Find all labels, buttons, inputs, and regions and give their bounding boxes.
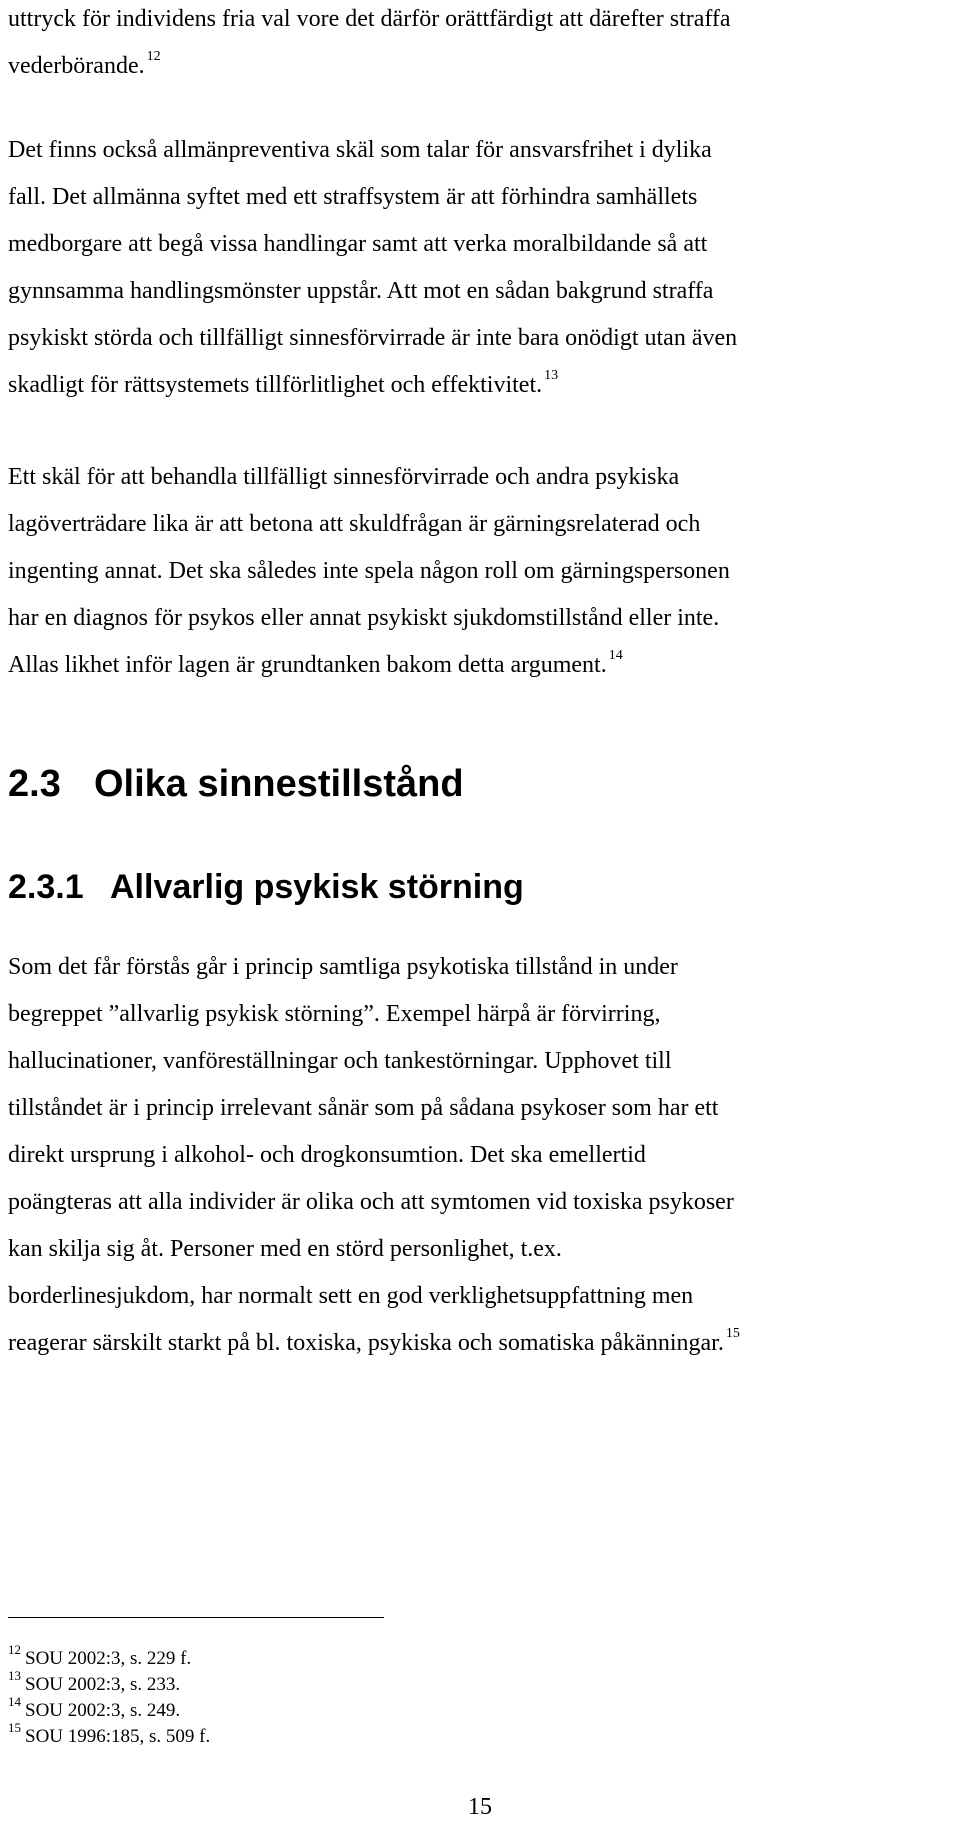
footnote-item	[8, 1719, 211, 1750]
paragraph-line: lagöverträdare lika är att betona att skuldfrågan är gärningsrelaterad och	[8, 511, 701, 537]
section-number: 2.3.1	[8, 868, 84, 906]
paragraph-line: Det finns också allmänpreventiva skäl som talar för ansvarsfrihet i dylika	[8, 137, 712, 163]
footnote-text: SOU 1996:185, s. 509 f.	[25, 1726, 211, 1747]
section-number: 2.3	[8, 763, 61, 805]
paragraph-line: medborgare att begå vissa handlingar samt att verka moralbildande så att	[8, 231, 708, 257]
paragraph-line: har en diagnos för psykos eller annat psykiskt sjukdomstillstånd eller inte.	[8, 605, 720, 631]
paragraph-line: tillståndet är i princip irrelevant sånär som på sådana psykoser som har ett	[8, 1095, 719, 1121]
paragraph-line: ingenting annat. Det ska således inte spela någon roll om gärningspersonen	[8, 558, 730, 584]
paragraph-line: Allas likhet inför lagen är grundtanken bakom detta argument. $^{14}$	[8, 648, 623, 678]
footnotes	[8, 1641, 211, 1750]
footnote-text: SOU 2002:3, s. 233.	[25, 1674, 181, 1695]
paragraph-line: Ett skäl för att behandla tillfälligt sinnesförvirrade och andra psykiska	[8, 464, 680, 490]
footnote-ref-15: 15	[725, 1326, 740, 1341]
footnote-text: SOU 2002:3, s. 249.	[25, 1700, 181, 1721]
paragraph-line: poängteras att alla individer är olika och att symtomen vid toxiska psykoser	[8, 1189, 734, 1215]
paragraph-line: gynnsamma handlingsmönster uppstår. Att mot en sådan bakgrund straffa	[8, 278, 714, 304]
footnote-number: 12	[8, 1641, 21, 1657]
paragraph-1	[8, 0, 948, 90]
paragraph-line: Som det får förstås går i princip samtliga psykotiska tillstånd in under	[8, 954, 678, 980]
footnote-item	[8, 1693, 210, 1724]
footnote-item	[8, 1641, 210, 1672]
footnote-number: 15	[8, 1719, 21, 1735]
paragraph-line: reagerar särskilt starkt på bl. toxiska, psykiska och somatiska påkänningar. $^{15}$	[8, 1326, 740, 1356]
footnote-ref-12: 12	[146, 49, 161, 64]
footnote-number: 13	[8, 1667, 21, 1683]
footnote-ref-14: 14	[608, 648, 623, 663]
footnote-ref-13: 13	[544, 368, 559, 383]
paragraph-line: psykiskt störda och tillfälligt sinnesförvirrade är inte bara onödigt utan även	[8, 325, 738, 351]
footnote-item	[8, 1667, 210, 1698]
paragraph-line: direkt ursprung i alkohol- och drogkonsumtion. Det ska emellertid	[8, 1142, 646, 1168]
paragraph-2	[8, 127, 948, 409]
paragraph-line: borderlinesjukdom, har normalt sett en god verklighetsuppfattning men	[8, 1283, 694, 1309]
paragraph-4	[8, 944, 948, 1367]
paragraph-line: skadligt för rättsystemets tillförlitlighet och effektivitet. $^{13}$	[8, 368, 559, 398]
footnote-number: 14	[8, 1693, 21, 1709]
paragraph-line: hallucinationer, vanföreställningar och tankestörningar. Upphovet till	[8, 1048, 672, 1074]
footnote-separator	[8, 1617, 384, 1618]
page-number: 15	[468, 1794, 492, 1820]
paragraph-line: kan skilja sig åt. Personer med en störd personlighet, t.ex.	[8, 1236, 562, 1262]
section-title: Allvarlig psykisk störning	[110, 868, 524, 906]
paragraph-line: vederbörande. $^{12}$	[8, 49, 161, 79]
section-heading-2-3-1	[8, 866, 524, 908]
paragraph-line: uttryck för individens fria val vore det därför orättfärdigt att därefter straffa	[8, 6, 731, 32]
section-heading-2-3	[8, 762, 464, 806]
paragraph-3	[8, 454, 948, 689]
paragraph-line: begreppet ”allvarlig psykisk störning”. Exempel härpå är förvirring,	[8, 1001, 661, 1027]
paragraph-line: fall. Det allmänna syftet med ett straffsystem är att förhindra samhällets	[8, 184, 698, 210]
section-title: Olika sinnestillstånd	[94, 763, 464, 805]
footnote-text: SOU 2002:3, s. 229 f.	[25, 1648, 192, 1669]
